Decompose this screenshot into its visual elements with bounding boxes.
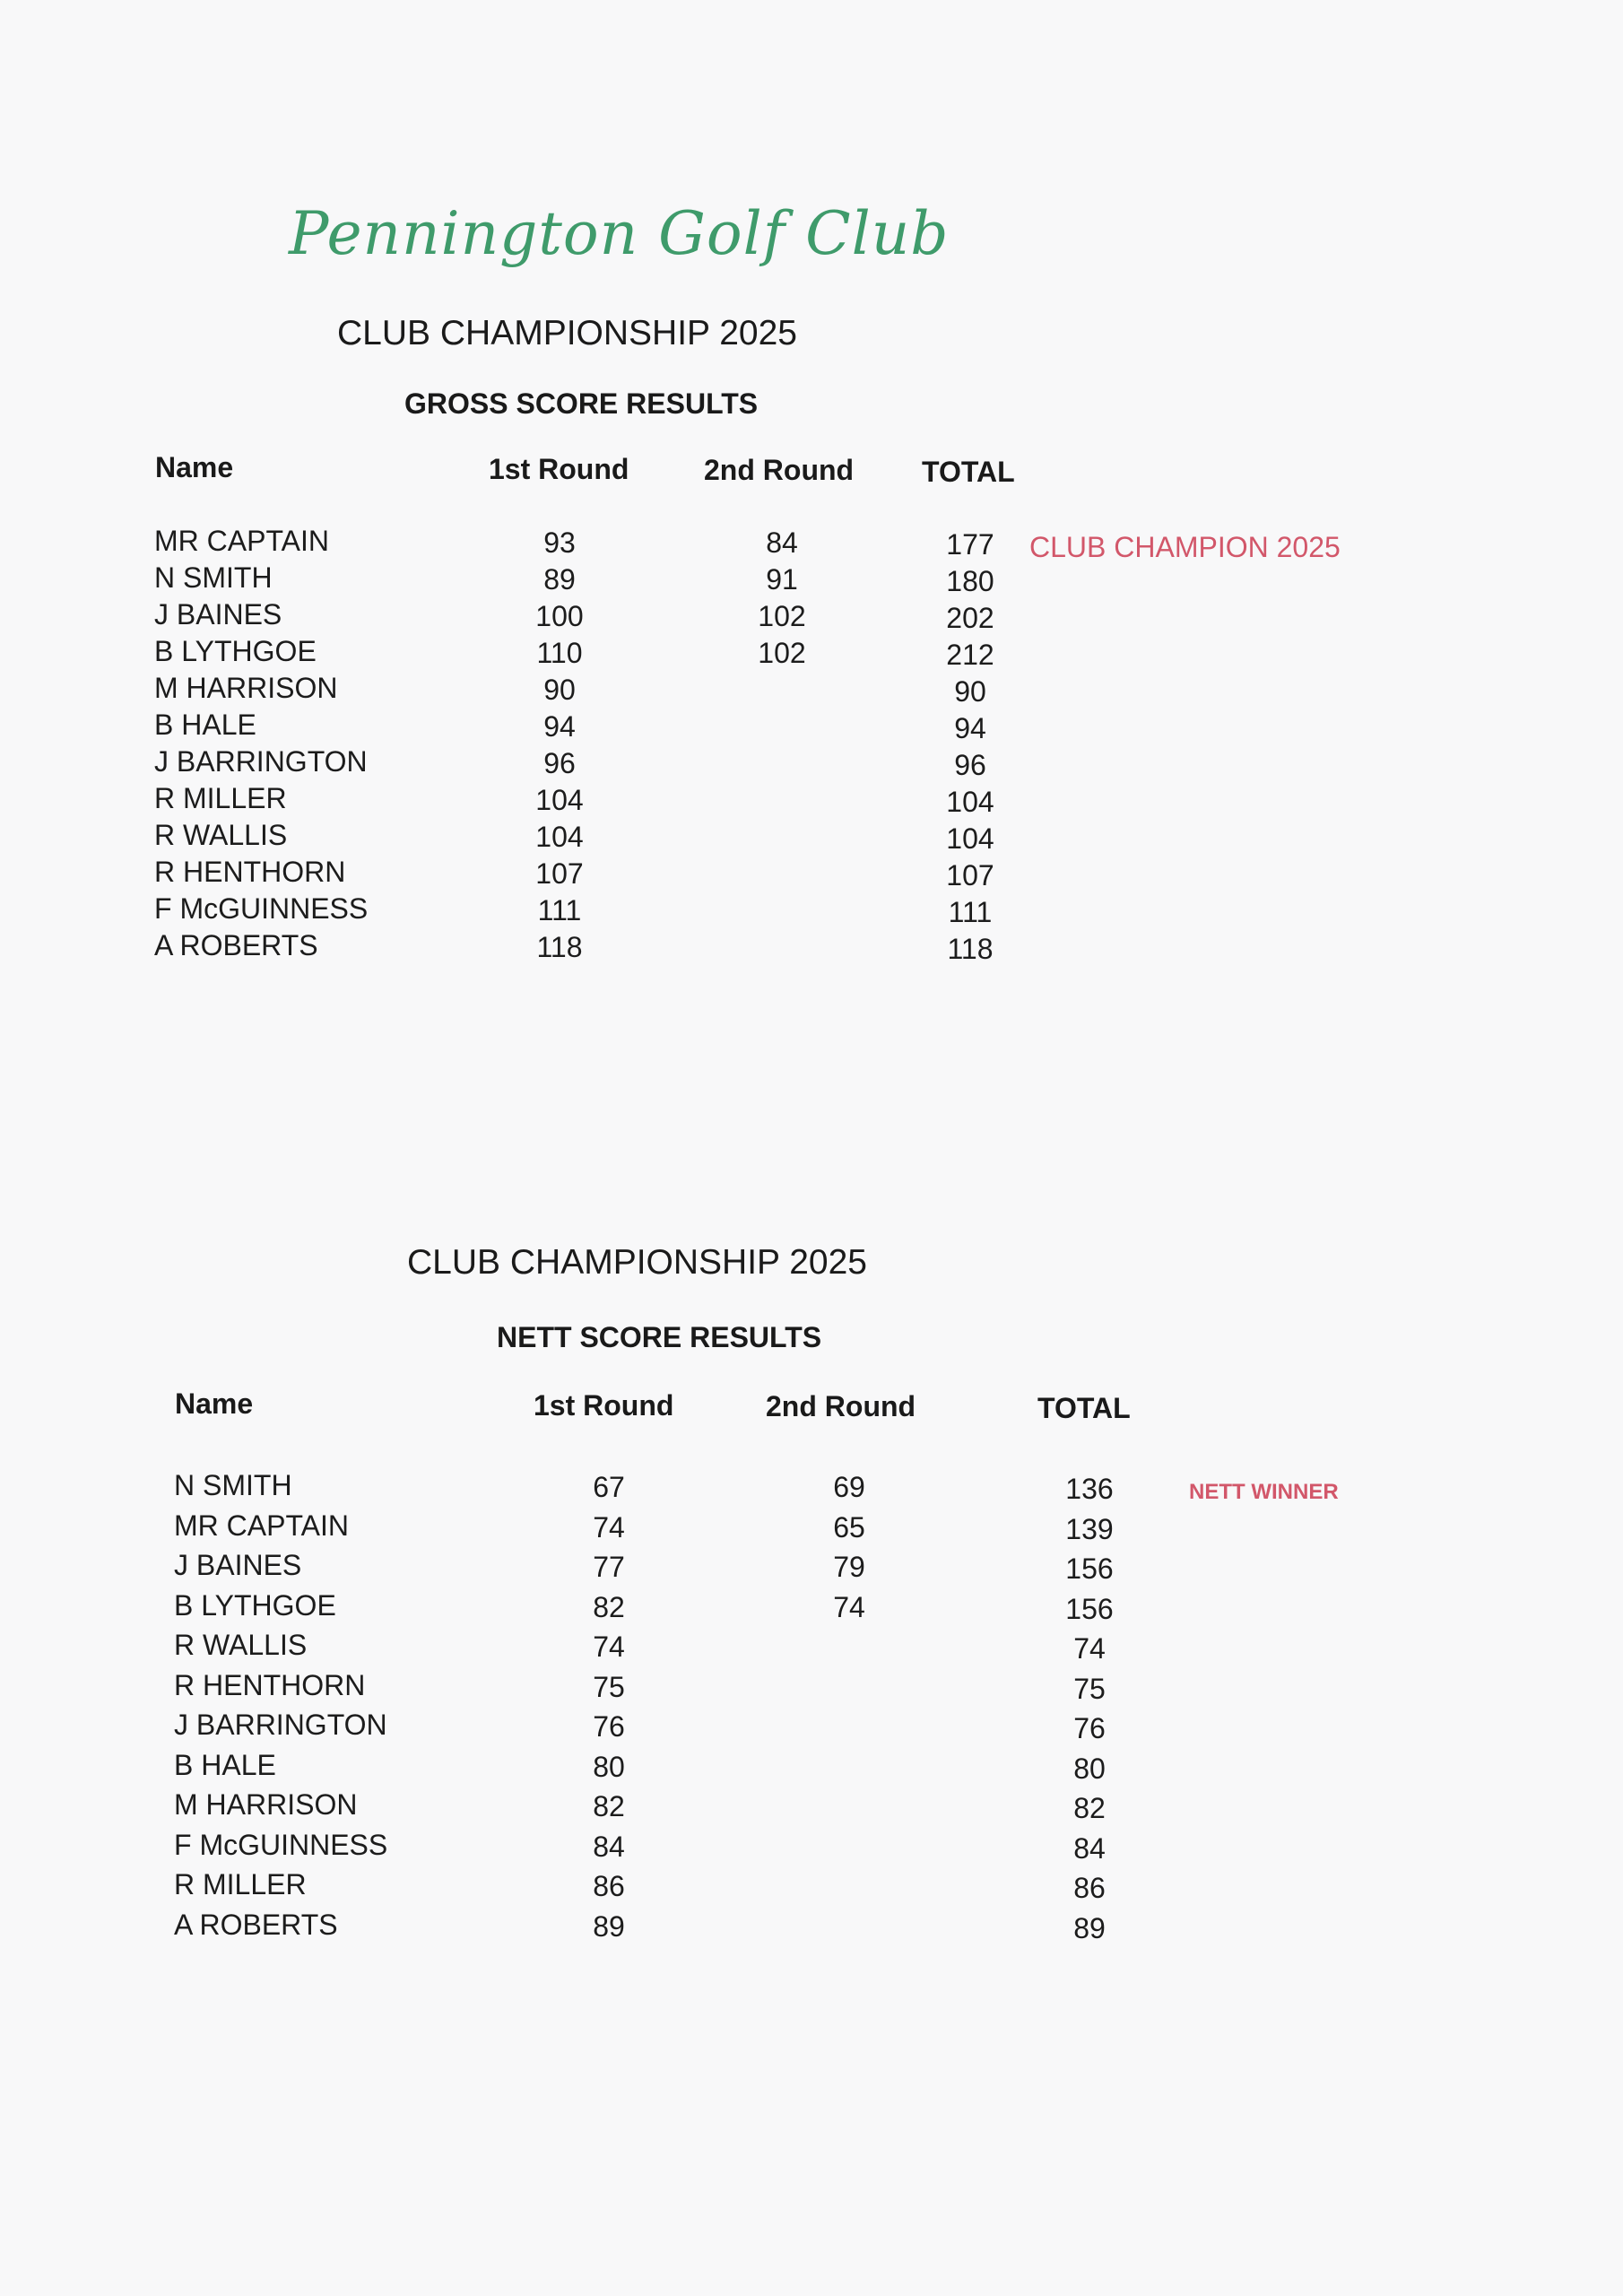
nett-total-score: 82 — [1073, 1792, 1106, 1824]
gross-total-score: 104 — [946, 822, 994, 855]
gross-round1-score: 94 — [543, 710, 576, 743]
gross-total-score: 118 — [947, 933, 994, 965]
gross-player-name: F McGUINNESS — [154, 892, 369, 925]
gross-round2-score: 102 — [758, 600, 806, 632]
gross-title: CLUB CHAMPIONSHIP 2025 — [337, 314, 797, 352]
gross-total-score: 180 — [946, 565, 994, 597]
nett-player-name: R HENTHORN — [174, 1668, 366, 1701]
nett-total-score: 76 — [1073, 1712, 1106, 1744]
nett-total-score: 136 — [1065, 1473, 1114, 1505]
nett-round2-score: 69 — [833, 1471, 865, 1503]
club-name: Pennington Golf Club — [289, 199, 950, 268]
gross-round1-score: 110 — [536, 637, 583, 669]
nett-header-round1: 1st Round — [534, 1389, 674, 1422]
nett-round1-score: 76 — [593, 1710, 625, 1743]
nett-round1-score: 82 — [593, 1790, 625, 1822]
nett-total-score: 86 — [1073, 1872, 1106, 1904]
gross-player-name: M HARRISON — [154, 672, 338, 704]
nett-player-name: J BARRINGTON — [174, 1709, 387, 1741]
nett-round1-score: 75 — [593, 1670, 625, 1703]
gross-header-round2: 2nd Round — [704, 454, 855, 486]
nett-subtitle: NETT SCORE RESULTS — [497, 1321, 822, 1353]
gross-player-name: B HALE — [154, 709, 256, 741]
nett-player-name: R WALLIS — [174, 1629, 308, 1661]
gross-total-score: 212 — [946, 639, 994, 671]
nett-round2-score: 65 — [833, 1510, 865, 1544]
nett-total-score: 84 — [1073, 1831, 1106, 1865]
gross-total-score: 94 — [954, 712, 986, 744]
nett-player-name: M HARRISON — [174, 1788, 358, 1821]
gross-total-score: 96 — [954, 749, 986, 781]
gross-player-name: R WALLIS — [154, 819, 288, 851]
nett-player-name: B HALE — [174, 1748, 276, 1781]
nett-round1-score: 80 — [593, 1750, 625, 1783]
nett-round2-score: 79 — [833, 1551, 865, 1583]
gross-total-score: 107 — [946, 859, 994, 891]
gross-round1-score: 111 — [537, 894, 582, 926]
nett-total-score: 74 — [1073, 1632, 1106, 1665]
nett-player-name: J BAINES — [174, 1549, 302, 1581]
gross-round1-score: 90 — [543, 674, 576, 706]
gross-round2-score: 102 — [758, 637, 806, 669]
nett-round1-score: 82 — [593, 1590, 625, 1623]
gross-round1-score: 100 — [535, 600, 584, 632]
club-champion-note: CLUB CHAMPION 2025 — [1029, 531, 1341, 563]
gross-round1-score: 118 — [536, 931, 583, 963]
nett-round1-score: 74 — [593, 1510, 625, 1544]
nett-round1-score: 74 — [593, 1631, 625, 1663]
gross-subtitle: GROSS SCORE RESULTS — [404, 387, 759, 420]
gross-header-round1: 1st Round — [489, 453, 629, 485]
gross-player-name: MR CAPTAIN — [154, 525, 329, 557]
gross-total-score: 202 — [946, 602, 994, 634]
nett-header-name: Name — [175, 1387, 254, 1420]
gross-player-name: A ROBERTS — [154, 929, 318, 961]
nett-total-score: 156 — [1065, 1592, 1114, 1625]
gross-total-score: 111 — [948, 896, 993, 928]
nett-player-name: F McGUINNESS — [174, 1828, 388, 1861]
gross-player-name: R HENTHORN — [154, 856, 346, 888]
gross-round1-score: 107 — [535, 857, 584, 890]
nett-title: CLUB CHAMPIONSHIP 2025 — [407, 1243, 867, 1282]
gross-total-score: 90 — [954, 675, 986, 708]
gross-round1-score: 93 — [543, 526, 576, 559]
nett-round1-score: 86 — [593, 1870, 625, 1902]
nett-total-score: 89 — [1073, 1911, 1106, 1944]
gross-header-name: Name — [155, 451, 234, 483]
nett-player-name: N SMITH — [174, 1469, 292, 1501]
gross-total-score: 177 — [946, 528, 994, 561]
nett-total-score: 139 — [1065, 1512, 1114, 1545]
nett-round1-score: 67 — [593, 1471, 625, 1503]
gross-total-score: 104 — [946, 786, 994, 818]
gross-player-name: J BAINES — [154, 598, 282, 631]
gross-round1-score: 89 — [543, 563, 576, 596]
gross-player-name: N SMITH — [154, 561, 273, 594]
nett-round1-score: 89 — [593, 1909, 625, 1943]
gross-header-total: TOTAL — [922, 456, 1015, 488]
nett-total-score: 80 — [1073, 1752, 1106, 1785]
gross-round2-score: 84 — [766, 526, 798, 559]
gross-player-name: R MILLER — [154, 782, 287, 814]
nett-player-name: B LYTHGOE — [174, 1588, 336, 1622]
nett-winner-note: NETT WINNER — [1189, 1480, 1339, 1504]
gross-round1-score: 104 — [535, 821, 584, 853]
nett-header-round2: 2nd Round — [766, 1390, 916, 1422]
nett-total-score: 75 — [1073, 1672, 1106, 1705]
nett-round1-score: 77 — [593, 1551, 625, 1583]
nett-header-total: TOTAL — [1037, 1392, 1131, 1424]
nett-player-name: MR CAPTAIN — [174, 1509, 349, 1542]
gross-round1-score: 96 — [543, 747, 576, 779]
nett-total-score: 156 — [1065, 1552, 1114, 1585]
nett-round2-score: 74 — [833, 1590, 865, 1623]
gross-player-name: B LYTHGOE — [154, 635, 317, 667]
nett-player-name: A ROBERTS — [174, 1908, 338, 1941]
gross-player-name: J BARRINGTON — [154, 745, 368, 778]
nett-player-name: R MILLER — [174, 1868, 307, 1900]
nett-round1-score: 84 — [593, 1830, 625, 1863]
gross-round2-score: 91 — [766, 563, 798, 596]
gross-round1-score: 104 — [535, 784, 584, 816]
